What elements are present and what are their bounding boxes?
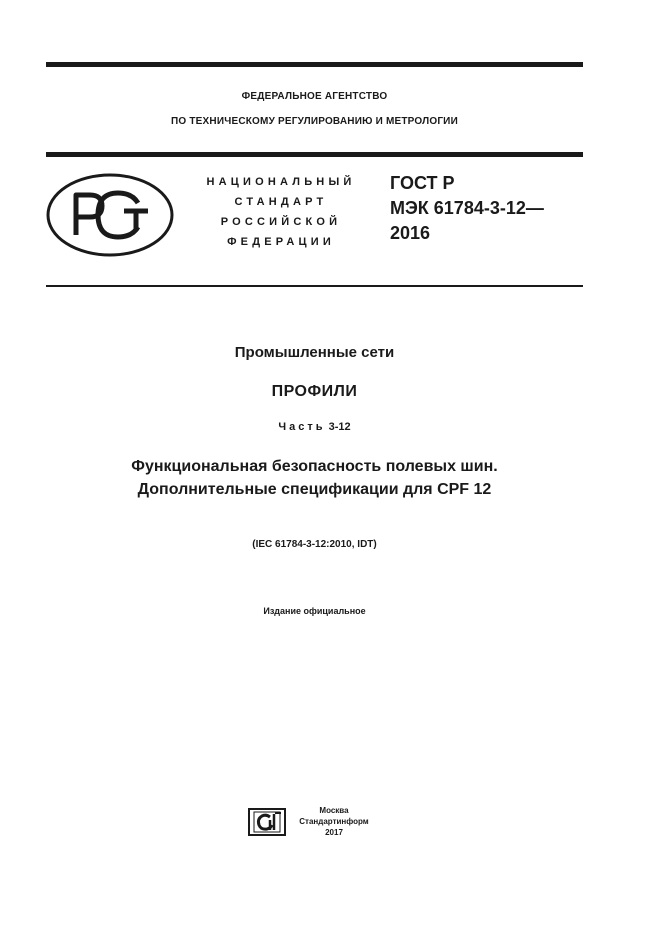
standard-type-line-1: НАЦИОНАЛЬНЫЙ (206, 176, 356, 188)
functional-line-2: Дополнительные спецификации для CPF 12 (137, 481, 492, 498)
title-functional-safety (46, 455, 583, 501)
bottom-rule (46, 285, 583, 287)
gost-r-certification-mark-icon (46, 173, 174, 257)
agency-line-2: ПО ТЕХНИЧЕСКОМУ РЕГУЛИРОВАНИЮ И МЕТРОЛОГИИ (171, 116, 458, 127)
middle-rule (46, 152, 583, 157)
standard-type-block (196, 172, 366, 252)
functional-line-1: Функциональная безопасность полевых шин. (131, 458, 498, 475)
title-profiles: ПРОФИЛИ (271, 383, 358, 400)
title-part (46, 421, 583, 433)
publisher-year: 2017 (325, 828, 343, 837)
standard-type-line-3: РОССИЙСКОЙ (220, 216, 342, 228)
standard-designation (390, 171, 544, 246)
standard-type-line-4: ФЕДЕРАЦИИ (227, 236, 335, 248)
publisher-city: Москва (319, 806, 349, 815)
iec-reference: (IEC 61784-3-12:2010, IDT) (252, 539, 377, 550)
publisher-block (294, 805, 374, 838)
publisher-name: Стандартинформ (299, 817, 369, 826)
designation-line-3: 2016 (390, 223, 431, 243)
standard-type-line-2: СТАНДАРТ (234, 196, 328, 208)
edition-label: Издание официальное (263, 606, 366, 616)
top-rule (46, 62, 583, 67)
part-number: 3-12 (328, 421, 351, 433)
designation-line-2: МЭК 61784-3-12— (390, 198, 544, 218)
title-industrial-networks: Промышленные сети (234, 344, 395, 361)
designation-line-1: ГОСТ Р (390, 173, 455, 193)
standartinform-logo-icon (248, 808, 286, 836)
agency-line-1: ФЕДЕРАЛЬНОЕ АГЕНТСТВО (241, 91, 388, 102)
part-word: Часть (278, 421, 326, 433)
